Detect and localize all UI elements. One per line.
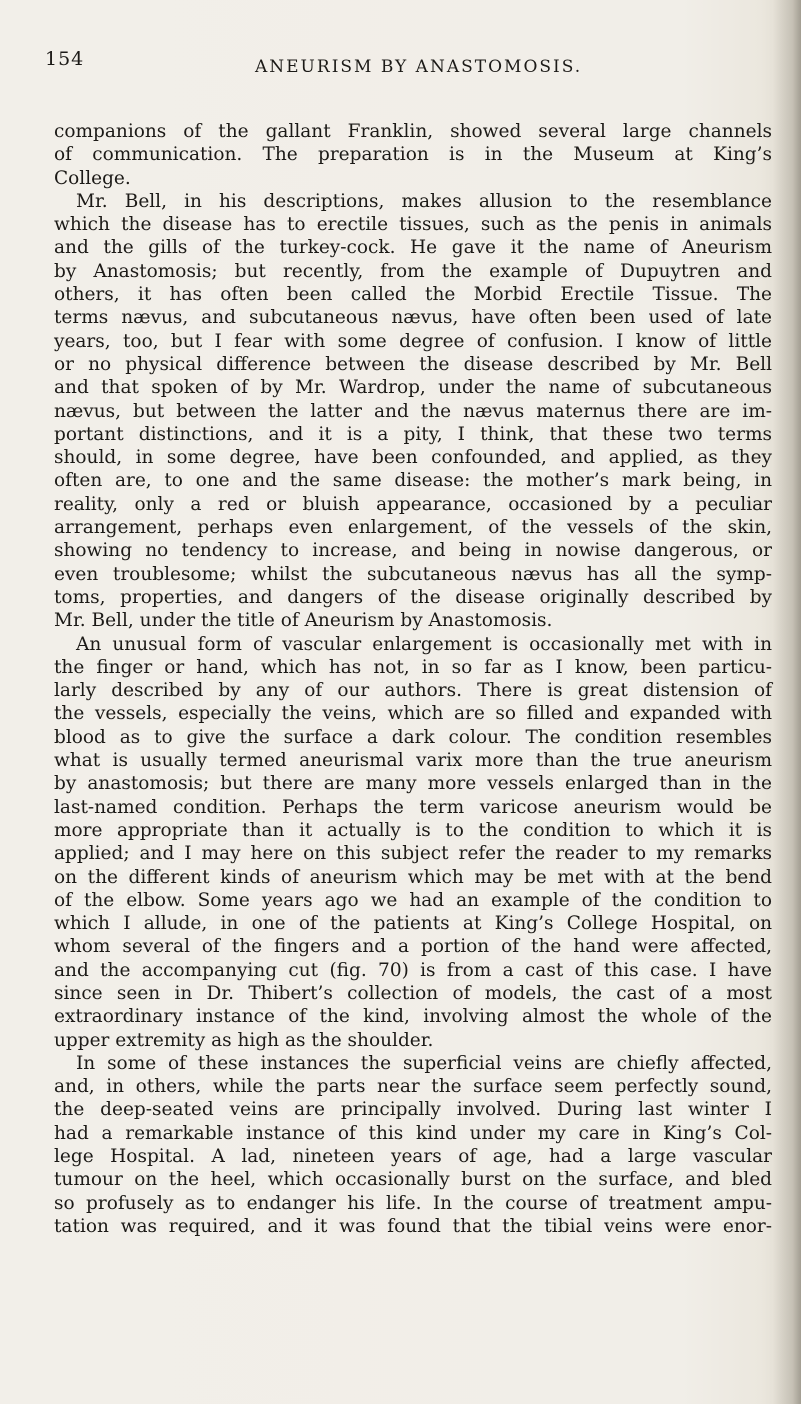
text-line: toms, properties, and dangers of the disease originally described by [54,586,772,608]
text-line: of the elbow. Some years ago we had an example of the condition to [54,889,772,911]
text-line: upper extremity as high as the shoulder. [54,1029,434,1051]
text-line: showing no tendency to increase, and being in nowise dangerous, or [54,540,772,562]
text-line: and the accompanying cut (fig. 70) is from a cast of this case. I have [54,959,772,981]
text-line: tation was required, and it was found that the tibial veins were enor- [54,1215,772,1237]
text-line: so profusely as to endanger his life. In the course of treatment ampu- [54,1192,772,1214]
text-line: In some of these instances the superficial veins are chiefly affected, [76,1052,772,1074]
text-line: terms nævus, and subcutaneous nævus, have often been used of late [54,307,772,329]
text-line: on the different kinds of aneurism which may be met with at the bend [54,866,772,888]
text-line: of communication. The preparation is in the Museum at King’s [54,144,772,166]
body-text [54,120,772,1238]
text-line: since seen in Dr. Thibert’s collection of models, the cast of a most [54,982,772,1004]
text-line: extraordinary instance of the kind, involving almost the whole of the [54,1006,772,1028]
text-line: last-named condition. Perhaps the term varicose aneurism would be [54,796,772,818]
text-line: more appropriate than it actually is to the condition to which it is [54,819,772,841]
text-line: often are, to one and the same disease: the mother’s mark being, in [54,470,772,492]
text-line: Mr. Bell, under the title of Aneurism by Anastomosis. [54,610,553,632]
text-line: nævus, but between the latter and the nævus maternus there are im- [54,400,772,422]
text-line: even troublesome; whilst the subcutaneous nævus has all the symp- [54,563,772,585]
text-line: the finger or hand, which has not, in so far as I know, been particu- [54,656,772,678]
text-line: reality, only a red or bluish appearance, occasioned by a peculiar [54,493,772,515]
text-line: or no physical difference between the disease described by Mr. Bell [54,353,772,375]
running-head: ANEURISM BY ANASTOMOSIS. [255,57,583,77]
text-line: should, in some degree, have been confounded, and applied, as they [54,447,772,469]
text-line: blood as to give the surface a dark colour. The condition resembles [54,726,772,748]
text-line: applied; and I may here on this subject refer the reader to my remarks [54,843,772,865]
text-line: lege Hospital. A lad, nineteen years of age, had a large vascular [54,1146,772,1168]
text-line: which I allude, in one of the patients at King’s College Hospital, on [54,913,772,935]
text-line: others, it has often been called the Morbid Erectile Tissue. The [54,284,772,306]
text-line: arrangement, perhaps even enlargement, of the vessels of the skin, [54,517,772,539]
text-line: the deep-seated veins are principally involved. During last winter I [54,1099,772,1121]
text-line: College. [54,167,131,189]
text-line: tumour on the heel, which occasionally burst on the surface, and bled [54,1169,772,1191]
page-edge-shadow [773,0,801,1404]
text-line: Mr. Bell, in his descriptions, makes allusion to the resemblance [76,190,772,212]
text-line: and that spoken of by Mr. Wardrop, under the name of subcutaneous [54,377,772,399]
text-line: which the disease has to erectile tissues, such as the penis in animals [54,214,772,236]
text-line: and, in others, while the parts near the surface seem perfectly sound, [54,1076,772,1098]
text-line: portant distinctions, and it is a pity, I think, that these two terms [54,423,772,445]
text-line: An unusual form of vascular enlargement is occasionally met with in [76,633,772,655]
text-line: had a remarkable instance of this kind under my care in King’s Col- [54,1122,772,1144]
text-line: what is usually termed aneurismal varix more than the true aneurism [54,750,772,772]
text-line: by Anastomosis; but recently, from the example of Dupuytren and [54,260,772,282]
text-line: by anastomosis; but there are many more vessels enlarged than in the [54,773,772,795]
page-number: 154 [45,48,85,70]
text-line: whom several of the fingers and a portion of the hand were affected, [54,936,772,958]
text-line: larly described by any of our authors. There is great distension of [54,680,772,702]
text-line: years, too, but I fear with some degree of confusion. I know of little [54,330,772,352]
text-line: companions of the gallant Franklin, showed several large channels [54,121,772,142]
text-line: and the gills of the turkey-cock. He gave it the name of Aneurism [54,237,772,259]
text-line: the vessels, especially the veins, which are so filled and expanded with [54,703,772,725]
